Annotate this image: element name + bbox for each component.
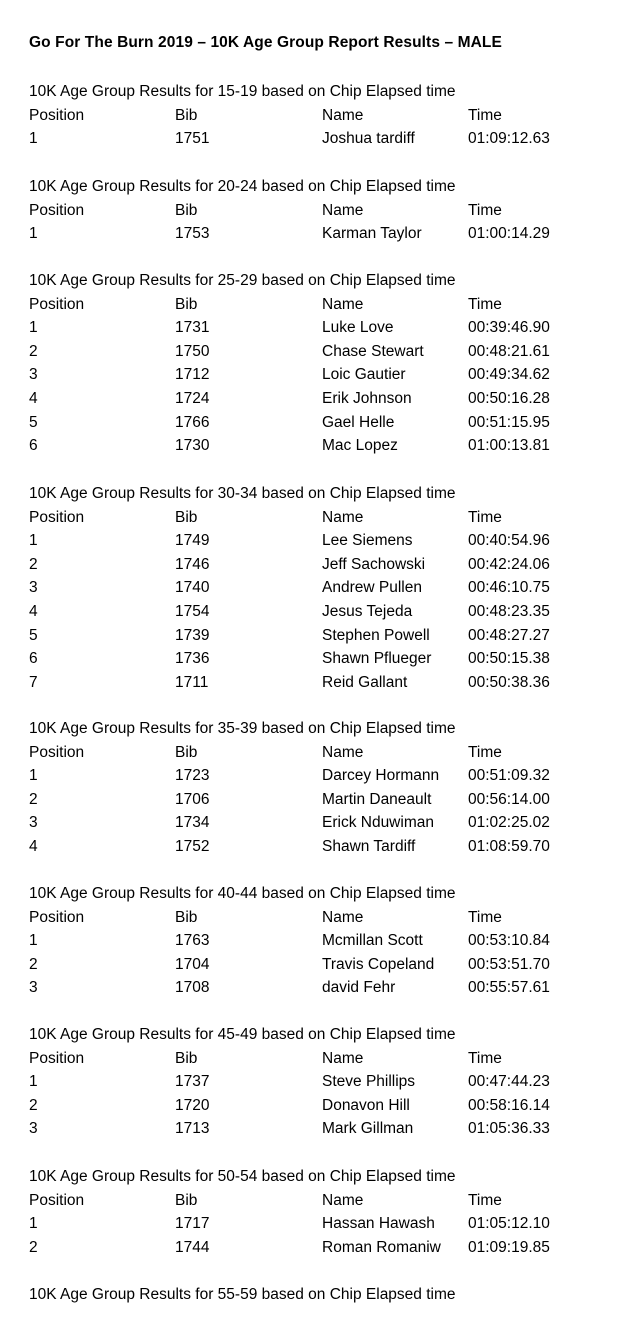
cell-bib: 1713 (175, 1120, 210, 1138)
cell-position: 2 (29, 342, 38, 360)
column-header-bib: Bib (175, 743, 198, 761)
column-header-bib: Bib (175, 106, 198, 124)
cell-name: Roman Romaniw (322, 1238, 441, 1256)
result-row (29, 835, 629, 859)
column-header-position: Position (29, 1049, 85, 1067)
result-row (29, 127, 629, 151)
cell-bib: 1717 (175, 1215, 210, 1233)
column-header-time: Time (468, 201, 502, 219)
column-header-position: Position (29, 908, 85, 926)
age-group-section (29, 717, 629, 859)
cell-position: 2 (29, 790, 38, 808)
cell-name: Darcey Hormann (322, 767, 440, 785)
result-row (29, 1117, 629, 1141)
cell-name: Shawn Pflueger (322, 650, 432, 668)
cell-name: Reid Gallant (322, 673, 408, 691)
cell-position: 1 (29, 1073, 38, 1091)
cell-time: 01:00:13.81 (468, 437, 550, 455)
result-row (29, 434, 629, 458)
cell-bib: 1746 (175, 555, 210, 573)
cell-position: 6 (29, 650, 38, 668)
cell-position: 2 (29, 1096, 38, 1114)
column-header-name: Name (322, 1049, 364, 1067)
cell-time: 00:42:24.06 (468, 555, 550, 573)
cell-time: 01:05:12.10 (468, 1215, 550, 1233)
age-group-section (29, 1165, 629, 1259)
column-header-position: Position (29, 106, 85, 124)
cell-bib: 1763 (175, 932, 210, 950)
cell-position: 5 (29, 626, 38, 644)
cell-position: 5 (29, 413, 38, 431)
column-header-name: Name (322, 508, 364, 526)
cell-position: 2 (29, 555, 38, 573)
column-header-position: Position (29, 201, 85, 219)
result-row (29, 600, 629, 624)
cell-time: 01:00:14.29 (468, 225, 550, 243)
column-header-name: Name (322, 908, 364, 926)
cell-time: 00:48:21.61 (468, 342, 550, 360)
cell-name: Donavon Hill (322, 1096, 410, 1114)
cell-time: 00:56:14.00 (468, 790, 550, 808)
column-header-bib: Bib (175, 908, 198, 926)
column-header-name: Name (322, 201, 364, 219)
cell-name: Chase Stewart (322, 342, 424, 360)
column-header-row (29, 741, 629, 765)
cell-position: 4 (29, 389, 38, 407)
column-header-position: Position (29, 508, 85, 526)
section-heading: 10K Age Group Results for 20-24 based on Chip Elapsed time (29, 178, 456, 195)
result-row (29, 1094, 629, 1118)
cell-name: Mcmillan Scott (322, 932, 423, 950)
result-row (29, 976, 629, 1000)
age-group-section (29, 1283, 629, 1307)
column-header-time: Time (468, 1049, 502, 1067)
cell-name: Shawn Tardiff (322, 837, 416, 855)
cell-bib: 1730 (175, 437, 210, 455)
cell-bib: 1750 (175, 342, 210, 360)
result-row (29, 529, 629, 553)
cell-time: 00:49:34.62 (468, 366, 550, 384)
column-header-bib: Bib (175, 295, 198, 313)
cell-name: Jesus Tejeda (322, 602, 413, 620)
column-header-row (29, 1047, 629, 1071)
age-group-section (29, 882, 629, 1000)
cell-time: 01:09:12.63 (468, 130, 550, 148)
cell-time: 00:39:46.90 (468, 319, 550, 337)
cell-position: 1 (29, 1215, 38, 1233)
cell-position: 3 (29, 366, 38, 384)
cell-time: 00:53:51.70 (468, 955, 550, 973)
cell-time: 00:51:15.95 (468, 413, 550, 431)
result-row (29, 788, 629, 812)
cell-position: 3 (29, 814, 38, 832)
cell-bib: 1739 (175, 626, 210, 644)
cell-position: 1 (29, 932, 38, 950)
result-row (29, 222, 629, 246)
result-row (29, 1070, 629, 1094)
result-row (29, 387, 629, 411)
cell-bib: 1712 (175, 366, 210, 384)
column-header-position: Position (29, 743, 85, 761)
column-header-bib: Bib (175, 1049, 198, 1067)
cell-name: Erik Johnson (322, 389, 412, 407)
result-row (29, 1212, 629, 1236)
column-header-row (29, 293, 629, 317)
section-heading: 10K Age Group Results for 50-54 based on Chip Elapsed time (29, 1168, 456, 1185)
cell-position: 2 (29, 955, 38, 973)
result-row (29, 553, 629, 577)
result-row (29, 411, 629, 435)
column-header-name: Name (322, 295, 364, 313)
result-row (29, 316, 629, 340)
cell-time: 00:50:16.28 (468, 389, 550, 407)
cell-time: 00:58:16.14 (468, 1096, 550, 1114)
column-header-bib: Bib (175, 201, 198, 219)
age-group-section (29, 175, 629, 246)
cell-name: Martin Daneault (322, 790, 432, 808)
cell-bib: 1751 (175, 130, 210, 148)
section-heading: 10K Age Group Results for 55-59 based on Chip Elapsed time (29, 1286, 456, 1303)
document-title: Go For The Burn 2019 – 10K Age Group Report Results – MALE (29, 34, 502, 51)
age-group-section (29, 269, 629, 458)
cell-bib: 1720 (175, 1096, 210, 1114)
cell-name: Gael Helle (322, 413, 395, 431)
result-row (29, 647, 629, 671)
cell-position: 2 (29, 1238, 38, 1256)
column-header-position: Position (29, 1191, 85, 1209)
cell-bib: 1754 (175, 602, 210, 620)
column-header-row (29, 199, 629, 223)
age-group-section (29, 482, 629, 694)
cell-name: Luke Love (322, 319, 394, 337)
cell-bib: 1766 (175, 413, 210, 431)
cell-bib: 1734 (175, 814, 210, 832)
cell-bib: 1724 (175, 389, 210, 407)
cell-bib: 1723 (175, 767, 210, 785)
cell-name: Karman Taylor (322, 225, 422, 243)
cell-position: 3 (29, 979, 38, 997)
result-row (29, 363, 629, 387)
cell-name: Loic Gautier (322, 366, 406, 384)
cell-position: 1 (29, 767, 38, 785)
cell-position: 7 (29, 673, 38, 691)
result-row (29, 929, 629, 953)
cell-position: 3 (29, 1120, 38, 1138)
cell-time: 00:51:09.32 (468, 767, 550, 785)
cell-time: 01:09:19.85 (468, 1238, 550, 1256)
cell-bib: 1737 (175, 1073, 210, 1091)
cell-bib: 1749 (175, 532, 210, 550)
result-row (29, 576, 629, 600)
cell-time: 00:48:23.35 (468, 602, 550, 620)
cell-bib: 1753 (175, 225, 210, 243)
cell-name: Lee Siemens (322, 532, 413, 550)
section-heading: 10K Age Group Results for 45-49 based on Chip Elapsed time (29, 1026, 456, 1043)
column-header-name: Name (322, 106, 364, 124)
cell-position: 3 (29, 579, 38, 597)
section-heading: 10K Age Group Results for 15-19 based on Chip Elapsed time (29, 83, 456, 100)
cell-name: david Fehr (322, 979, 396, 997)
cell-time: 01:02:25.02 (468, 814, 550, 832)
column-header-bib: Bib (175, 508, 198, 526)
result-row (29, 1236, 629, 1260)
cell-bib: 1711 (175, 673, 209, 691)
section-heading: 10K Age Group Results for 30-34 based on Chip Elapsed time (29, 485, 456, 502)
column-header-bib: Bib (175, 1191, 198, 1209)
cell-time: 00:40:54.96 (468, 532, 550, 550)
cell-bib: 1752 (175, 837, 210, 855)
cell-name: Jeff Sachowski (322, 555, 426, 573)
cell-position: 1 (29, 319, 38, 337)
cell-position: 6 (29, 437, 38, 455)
age-group-section (29, 1023, 629, 1141)
result-row (29, 764, 629, 788)
column-header-time: Time (468, 508, 502, 526)
column-header-position: Position (29, 295, 85, 313)
cell-name: Steve Phillips (322, 1073, 416, 1091)
cell-bib: 1740 (175, 579, 210, 597)
cell-name: Stephen Powell (322, 626, 430, 644)
cell-time: 00:55:57.61 (468, 979, 550, 997)
cell-time: 00:53:10.84 (468, 932, 550, 950)
cell-bib: 1708 (175, 979, 210, 997)
column-header-name: Name (322, 743, 364, 761)
age-group-section (29, 80, 629, 151)
cell-position: 4 (29, 602, 38, 620)
section-heading: 10K Age Group Results for 25-29 based on Chip Elapsed time (29, 272, 456, 289)
result-row (29, 340, 629, 364)
result-row (29, 953, 629, 977)
cell-time: 01:05:36.33 (468, 1120, 550, 1138)
result-row (29, 671, 629, 695)
cell-position: 4 (29, 837, 38, 855)
cell-name: Mac Lopez (322, 437, 398, 455)
result-row (29, 624, 629, 648)
column-header-time: Time (468, 1191, 502, 1209)
column-header-time: Time (468, 908, 502, 926)
cell-bib: 1706 (175, 790, 210, 808)
column-header-row (29, 104, 629, 128)
cell-name: Travis Copeland (322, 955, 435, 973)
column-header-row (29, 506, 629, 530)
cell-time: 00:46:10.75 (468, 579, 550, 597)
cell-time: 00:48:27.27 (468, 626, 550, 644)
column-header-row (29, 1189, 629, 1213)
column-header-time: Time (468, 106, 502, 124)
cell-bib: 1736 (175, 650, 210, 668)
cell-name: Joshua tardiff (322, 130, 415, 148)
section-heading: 10K Age Group Results for 35-39 based on Chip Elapsed time (29, 720, 456, 737)
cell-time: 00:50:38.36 (468, 673, 550, 691)
section-heading: 10K Age Group Results for 40-44 based on Chip Elapsed time (29, 885, 456, 902)
column-header-time: Time (468, 743, 502, 761)
cell-name: Andrew Pullen (322, 579, 422, 597)
cell-name: Mark Gillman (322, 1120, 414, 1138)
column-header-row (29, 906, 629, 930)
cell-name: Hassan Hawash (322, 1215, 435, 1233)
cell-name: Erick Nduwiman (322, 814, 434, 832)
column-header-name: Name (322, 1191, 364, 1209)
cell-time: 01:08:59.70 (468, 837, 550, 855)
cell-position: 1 (29, 130, 38, 148)
cell-time: 00:50:15.38 (468, 650, 550, 668)
cell-bib: 1704 (175, 955, 210, 973)
cell-time: 00:47:44.23 (468, 1073, 550, 1091)
cell-bib: 1731 (175, 319, 210, 337)
cell-position: 1 (29, 532, 38, 550)
cell-bib: 1744 (175, 1238, 210, 1256)
result-row (29, 811, 629, 835)
column-header-time: Time (468, 295, 502, 313)
cell-position: 1 (29, 225, 38, 243)
